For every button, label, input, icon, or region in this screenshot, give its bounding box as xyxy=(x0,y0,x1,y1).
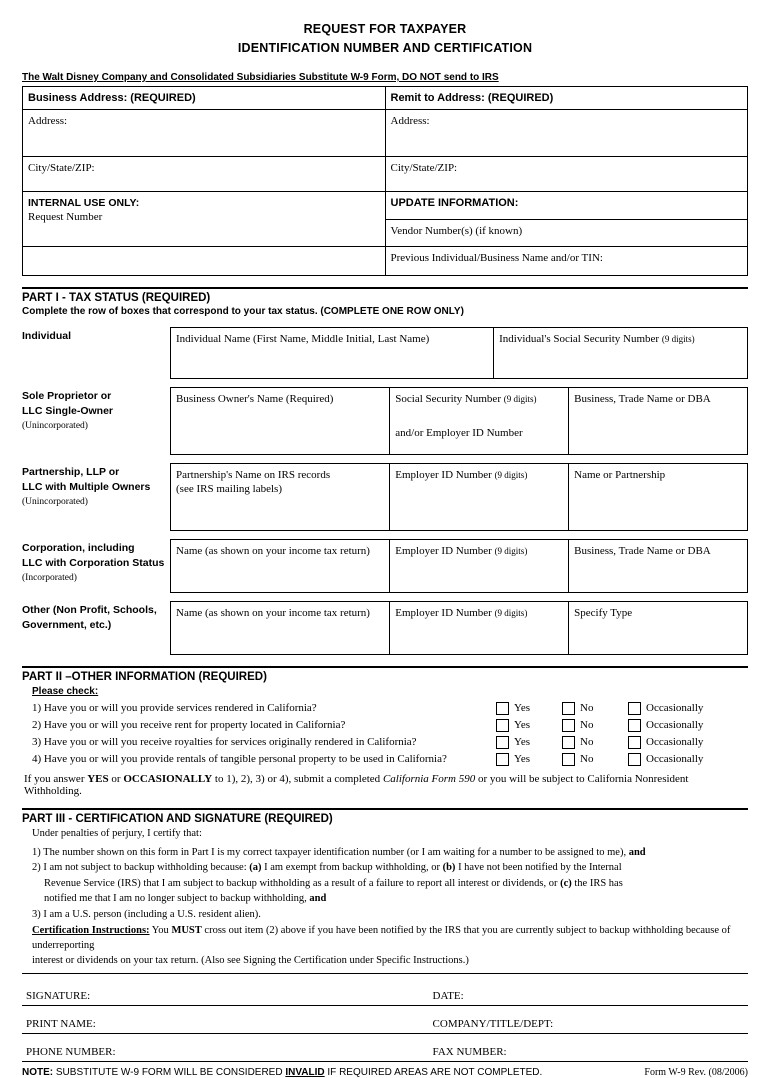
other-ein-field[interactable] xyxy=(390,602,569,655)
divider-part1 xyxy=(22,287,748,289)
checkbox-icon[interactable] xyxy=(562,719,575,732)
please-check-label: Please check: xyxy=(32,686,99,697)
checkbox-no-3[interactable] xyxy=(562,734,614,751)
table-row xyxy=(22,973,748,1005)
partnership-name-field[interactable] xyxy=(171,464,390,531)
cert-item-2-line3-text: notified me that I am no longer subject to backup withholding, xyxy=(44,893,310,904)
checkbox-occasionally-3[interactable] xyxy=(628,734,703,751)
partnership-name-label: Partnership's Name on IRS records xyxy=(176,469,331,481)
tax-row-sublabel: (Unincorporated) xyxy=(22,421,88,431)
tax-row-sublabel: (Incorporated) xyxy=(22,573,77,583)
other-name-field[interactable] xyxy=(171,602,390,655)
cert-intro: Under penalties of perjury, I certify that: xyxy=(32,828,202,839)
cert-item-2-line2-text2: the IRS has xyxy=(571,877,623,889)
checkbox-icon[interactable] xyxy=(562,736,575,749)
part2-footnote xyxy=(24,773,748,797)
divider-part2 xyxy=(22,666,748,668)
other-ein-hint: (9 digits) xyxy=(494,608,528,618)
divider-part3 xyxy=(22,808,748,810)
previous-name-cell[interactable]: Previous Individual/Business Name and/or TIN: xyxy=(385,247,748,276)
tax-row-boxes xyxy=(170,539,748,593)
checkbox-label: Yes xyxy=(514,702,531,714)
footnote-form-ref: California Form 590 xyxy=(382,773,476,785)
table-row xyxy=(23,87,748,110)
tax-row-label-line1: Individual xyxy=(22,330,72,342)
checkbox-icon[interactable] xyxy=(628,736,641,749)
corporation-name-field[interactable] xyxy=(171,540,390,593)
address-block-table xyxy=(22,86,748,192)
tax-row-label-line2: Government, etc.) xyxy=(22,619,112,631)
cert-instructions-line2: interest or dividends on your tax return. (Also see Signing the Certification under Specific Instructions.) xyxy=(32,955,469,966)
cert-item-2-line2-text: Revenue Service (IRS) that I am subject to backup withholding as a result of a failure to report all interest or dividends, or xyxy=(44,877,561,889)
date-field[interactable]: DATE: xyxy=(429,973,748,1005)
individual-name-label: Individual Name (First Name, Middle Initial, Last Name) xyxy=(176,333,430,345)
cert-item-2-text: 2) I am not subject to backup withholding because: xyxy=(32,862,250,873)
checkbox-yes-4[interactable] xyxy=(496,751,548,768)
tax-row-label-line1: Sole Proprietor or xyxy=(22,390,112,402)
tax-row-label xyxy=(22,463,170,531)
sole-ein-label: and/or Employer ID Number xyxy=(395,427,523,439)
checkbox-label: Occasionally xyxy=(646,702,704,714)
signature-field[interactable]: SIGNATURE: xyxy=(22,973,429,1005)
checkbox-no-1[interactable] xyxy=(562,700,614,717)
tax-row-boxes xyxy=(170,463,748,531)
cert-item-1-and: and xyxy=(628,846,646,858)
individual-ssn-field[interactable] xyxy=(494,328,748,379)
cert-item-2-c: (c) xyxy=(560,877,572,889)
other-type-label: Specify Type xyxy=(574,607,633,619)
checkbox-icon[interactable] xyxy=(496,753,509,766)
checkbox-no-4[interactable] xyxy=(562,751,614,768)
sole-owner-name-label: Business Owner's Name (Required) xyxy=(176,393,334,405)
cert-instructions-must: MUST xyxy=(171,925,202,936)
header-note: The Walt Disney Company and Consolidated Subsidiaries Substitute W-9 Form, DO NOT send to IRS xyxy=(22,72,499,83)
partnership-ein-field[interactable] xyxy=(390,464,569,531)
partnership-dba-field[interactable] xyxy=(569,464,748,531)
table-row xyxy=(22,1033,748,1061)
answer-group-2 xyxy=(496,717,748,734)
checkbox-label: No xyxy=(580,736,594,748)
checkbox-occasionally-4[interactable] xyxy=(628,751,703,768)
checkbox-yes-2[interactable] xyxy=(496,717,548,734)
vendor-number-cell[interactable] xyxy=(385,219,748,247)
footer-note-text-b: IF REQUIRED AREAS ARE NOT COMPLETED. xyxy=(324,1066,543,1078)
tax-row-label-line2: LLC with Corporation Status xyxy=(22,557,165,569)
form-revision: Form W-9 Rev. (08/2006) xyxy=(644,1066,748,1078)
cert-instructions-b: cross out item (2) above if you have been notified by the IRS that you are currently subject to backup withholding because of underreporting xyxy=(32,925,731,951)
tax-row-sole-proprietor xyxy=(22,387,748,455)
footer-note-invalid: INVALID xyxy=(285,1066,325,1078)
footnote-occasionally: OCCASIONALLY xyxy=(123,773,213,785)
table-row xyxy=(171,328,748,379)
checkbox-label: Occasionally xyxy=(646,736,704,748)
tax-row-other xyxy=(22,601,748,655)
table-row xyxy=(23,157,748,192)
individual-name-field[interactable] xyxy=(171,328,494,379)
tax-row-label-line1: Partnership, LLP or xyxy=(22,466,120,478)
corporation-ein-hint: (9 digits) xyxy=(494,546,528,556)
cert-item-2 xyxy=(32,861,748,876)
cert-item-3: 3) I am a U.S. person (including a U.S. resident alien). xyxy=(32,908,261,920)
title-line-2: IDENTIFICATION NUMBER AND CERTIFICATION xyxy=(237,41,533,55)
checkbox-icon[interactable] xyxy=(562,753,575,766)
table-row xyxy=(23,110,748,157)
question-row-4 xyxy=(32,751,748,768)
other-type-field[interactable] xyxy=(569,602,748,655)
footer-note-label: NOTE: xyxy=(22,1066,54,1078)
cert-item-2-b: (b) xyxy=(442,862,456,873)
cert-instructions xyxy=(32,924,748,953)
checkbox-icon[interactable] xyxy=(628,702,641,715)
other-ein-label: Employer ID Number xyxy=(395,607,495,619)
footnote-mid: to 1), 2), 3) or 4), submit a completed xyxy=(212,773,383,785)
tax-row-boxes xyxy=(170,327,748,379)
sole-ssn-ein-field[interactable] xyxy=(390,388,569,455)
tax-row-label xyxy=(22,327,170,379)
table-row xyxy=(171,602,748,655)
part2-heading: PART II –OTHER INFORMATION (REQUIRED) xyxy=(22,671,267,683)
question-text: 3) Have you or will you receive royalties for services originally rendered in California? xyxy=(32,736,417,748)
checkbox-label: Yes xyxy=(514,736,531,748)
checkbox-label: No xyxy=(580,702,594,714)
page-title xyxy=(22,20,748,58)
tax-row-partnership xyxy=(22,463,748,531)
part3-heading: PART III - CERTIFICATION AND SIGNATURE (REQUIRED) xyxy=(22,813,333,825)
table-row xyxy=(171,540,748,593)
corporation-dba-label: Business, Trade Name or DBA xyxy=(574,545,711,557)
tax-row-label xyxy=(22,387,170,455)
part1-heading: PART I - TAX STATUS (REQUIRED) xyxy=(22,292,211,304)
cert-item-2-a: (a) xyxy=(249,862,262,873)
checkbox-label: Yes xyxy=(514,753,531,765)
checkbox-label: Occasionally xyxy=(646,753,704,765)
question-row-2 xyxy=(32,717,748,734)
checkbox-occasionally-1[interactable] xyxy=(628,700,703,717)
cert-item-2-text3: I have not been notified by the Internal xyxy=(455,862,622,873)
sole-dba-field[interactable] xyxy=(569,388,748,455)
question-text: 2) Have you or will you receive rent for property located in California? xyxy=(32,719,346,731)
corporation-ein-field[interactable] xyxy=(390,540,569,593)
update-info-label: UPDATE INFORMATION: xyxy=(385,192,748,220)
table-row xyxy=(23,247,748,276)
business-citystatezip-field[interactable]: City/State/ZIP: xyxy=(23,157,386,192)
phone-number-field[interactable]: PHONE NUMBER: xyxy=(22,1033,429,1061)
footnote-end: or you will be subject to California Nonresident Withholding. xyxy=(24,773,689,797)
cert-item-1 xyxy=(32,846,748,861)
checkbox-label: No xyxy=(580,719,594,731)
remit-address-header: Remit to Address: (REQUIRED) xyxy=(385,87,748,110)
sole-owner-name-field[interactable] xyxy=(171,388,390,455)
internal-update-table xyxy=(22,191,748,276)
partnership-ein-hint: (9 digits) xyxy=(494,470,528,480)
request-number-label[interactable]: Request Number xyxy=(28,211,103,223)
footer-note xyxy=(22,1067,542,1078)
footer-note-text-a: SUBSTITUTE W-9 FORM WILL BE CONSIDERED xyxy=(53,1066,286,1078)
internal-use-label: INTERNAL USE ONLY: xyxy=(28,197,140,209)
cert-item-2-line2 xyxy=(32,877,748,892)
tax-row-label-line2: LLC Single-Owner xyxy=(22,405,114,417)
partnership-ein-label: Employer ID Number xyxy=(395,469,495,481)
tax-row-individual xyxy=(22,327,748,379)
tax-row-boxes xyxy=(170,601,748,655)
tax-row-label-line1: Other (Non Profit, Schools, xyxy=(22,604,157,616)
corporation-ein-label: Employer ID Number xyxy=(395,545,495,557)
checkbox-yes-3[interactable] xyxy=(496,734,548,751)
answer-group-4 xyxy=(496,751,748,768)
sole-ssn-label: Social Security Number xyxy=(395,393,504,405)
checkbox-icon[interactable] xyxy=(496,719,509,732)
table-row xyxy=(171,464,748,531)
question-text: 1) Have you or will you provide services rendered in California? xyxy=(32,702,317,714)
checkbox-occasionally-2[interactable] xyxy=(628,717,703,734)
title-line-1: REQUEST FOR TAXPAYER xyxy=(303,22,467,36)
form-footer xyxy=(22,1067,748,1078)
tax-row-label-line2: LLC with Multiple Owners xyxy=(22,481,151,493)
business-address-header: Business Address: (REQUIRED) xyxy=(23,87,386,110)
print-name-field[interactable]: PRINT NAME: xyxy=(22,1005,429,1033)
cert-instructions-a: You xyxy=(149,925,172,936)
partnership-name-hint: (see IRS mailing labels) xyxy=(176,483,283,495)
part3-body xyxy=(32,827,748,969)
answer-group-3 xyxy=(496,734,748,751)
checkbox-yes-1[interactable] xyxy=(496,700,548,717)
footnote-or: or xyxy=(108,773,124,785)
corporation-dba-field[interactable] xyxy=(569,540,748,593)
remit-citystatezip-field[interactable]: City/State/ZIP: xyxy=(385,157,748,192)
business-address-field[interactable]: Address: xyxy=(23,110,386,157)
other-name-label: Name (as shown on your income tax return) xyxy=(176,607,370,619)
tax-row-sublabel: (Unincorporated) xyxy=(22,497,88,507)
checkbox-icon[interactable] xyxy=(496,736,509,749)
partnership-dba-label: Name or Partnership xyxy=(574,469,666,481)
individual-ssn-hint: (9 digits) xyxy=(661,334,695,344)
tax-row-label xyxy=(22,601,170,655)
question-row-1 xyxy=(32,700,748,717)
checkbox-icon[interactable] xyxy=(562,702,575,715)
signature-table xyxy=(22,973,748,1062)
checkbox-label: No xyxy=(580,753,594,765)
table-row xyxy=(171,388,748,455)
table-row xyxy=(22,1005,748,1033)
checkbox-icon[interactable] xyxy=(628,753,641,766)
cert-item-1-text: 1) The number shown on this form in Part I is my correct taxpayer identification number (or I am waiting for a number to be assigned to me), xyxy=(32,846,629,858)
cert-item-2-line3-and: and xyxy=(309,893,327,904)
footnote-pre: If you answer xyxy=(24,773,88,785)
tax-row-label xyxy=(22,539,170,593)
checkbox-label: Yes xyxy=(514,719,531,731)
table-row xyxy=(23,192,748,220)
cert-item-2-text2: I am exempt from backup withholding, or xyxy=(261,862,443,873)
footnote-yes: YES xyxy=(87,773,109,785)
tax-row-label-line1: Corporation, including xyxy=(22,542,135,554)
tax-row-boxes xyxy=(170,387,748,455)
vendor-number-label: Vendor Number(s) (if known) xyxy=(390,224,523,237)
internal-use-cell xyxy=(23,192,386,247)
checkbox-label: Occasionally xyxy=(646,719,704,731)
checkbox-icon[interactable] xyxy=(628,719,641,732)
tax-row-corporation xyxy=(22,539,748,593)
question-text: 4) Have you or will you provide rentals of tangible personal property to be used in California? xyxy=(32,753,447,765)
corporation-name-label: Name (as shown on your income tax return) xyxy=(176,545,370,557)
cert-instructions-label: Certification Instructions: xyxy=(32,925,150,936)
individual-ssn-label: Individual's Social Security Number xyxy=(499,333,662,345)
question-row-3 xyxy=(32,734,748,751)
internal-use-filler xyxy=(23,247,386,276)
checkbox-no-2[interactable] xyxy=(562,717,614,734)
part1-subheading: Complete the row of boxes that correspond to your tax status. (COMPLETE ONE ROW ONLY) xyxy=(22,306,464,317)
cert-item-2-line3 xyxy=(32,892,748,907)
company-title-dept-field[interactable]: COMPANY/TITLE/DEPT: xyxy=(429,1005,748,1033)
sole-ssn-hint: (9 digits) xyxy=(503,394,537,404)
answer-group-1 xyxy=(496,700,748,717)
fax-number-field[interactable]: FAX NUMBER: xyxy=(429,1033,748,1061)
remit-address-field[interactable]: Address: xyxy=(385,110,748,157)
sole-dba-label: Business, Trade Name or DBA xyxy=(574,393,711,405)
checkbox-icon[interactable] xyxy=(496,702,509,715)
